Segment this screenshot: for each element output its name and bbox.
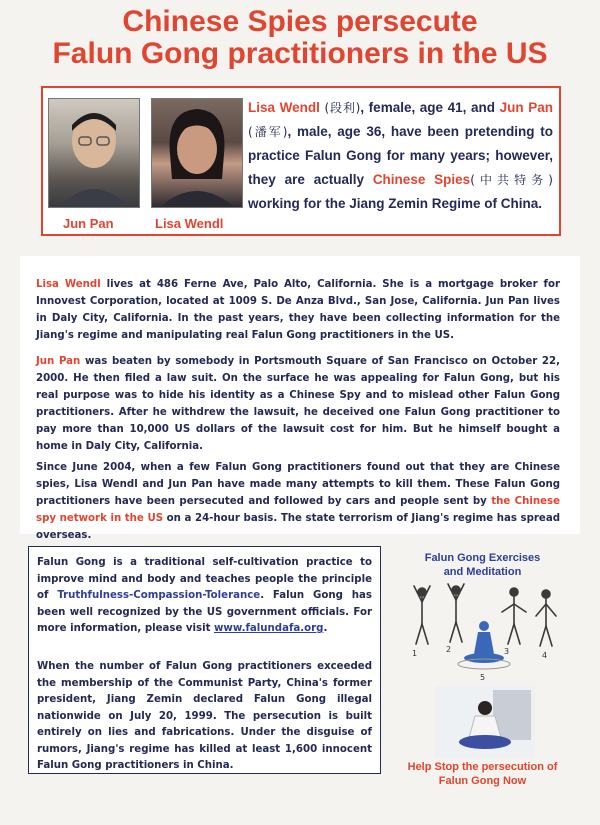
header-desc-end: working for the Jiang Zemin Regime of China.: [248, 196, 543, 211]
paragraph-3-red: the Chinese spy network in the US: [36, 496, 560, 524]
info-box: [28, 546, 381, 774]
paragraph-2: [36, 353, 560, 455]
exercises-title-line-2: and Meditation: [443, 566, 522, 578]
info-principle: Truthfulness-Compassion-Tolerance: [57, 590, 261, 601]
name-lisa-cn: (段利): [324, 101, 361, 115]
header-desc-2: , male, age 36, have been pretending to practice Falun Gong for many years; however, they are actually: [248, 124, 553, 187]
chinese-spies-cn: (中共特务): [470, 173, 553, 187]
exercise-number-2: 2: [446, 645, 452, 654]
info-paragraph-1: [37, 555, 372, 638]
name-jun-cn: (潘军): [248, 125, 288, 139]
exercise-number-5: 5: [480, 673, 486, 682]
paragraph-1-name: Lisa Wendl: [36, 279, 101, 290]
header-box: [41, 86, 561, 236]
info-end: .: [323, 623, 328, 634]
portrait-icon: [49, 99, 139, 207]
caption-lisa-wendl: Lisa Wendl: [155, 216, 224, 231]
cta-line-1: Help Stop the persecution of: [407, 761, 558, 773]
exercises-title-line-1: Falun Gong Exercises: [424, 552, 541, 564]
paragraph-1: [36, 276, 560, 344]
info-text-1: is a traditional self-cultivation practice to improve mind and body and teaches people the principle of: [37, 557, 373, 601]
exercise-number-1: 1: [412, 649, 418, 658]
caption-jun-pan: Jun Pan: [63, 216, 114, 231]
cta-line-2: Falun Gong Now: [438, 775, 527, 787]
info-text-2: . Falun Gong has been well recognized by the US government officials. For more information, please visit: [37, 590, 373, 634]
cta-text: [390, 760, 575, 788]
meditation-photo-icon: [435, 686, 535, 758]
paragraph-3-text: Since June 2004, when a few Falun Gong practitioners found out that they are Chinese spies, Lisa Wendl and Jun Pan have made many attempts to kill them. These Falun Gong practitioners have been persecuted and followed by cars and people sent by: [36, 462, 560, 507]
paragraph-1-text: lives at 486 Ferne Ave, Palo Alto, California. She is a mortgage broker for Innovest Corporation, located at 1009 S. De Anza Blvd., San Jose, California. Jun Pan lives in Daly City, California. In the past years, they have been collecting information for the Jiang's regime and manipulating real Falun Gong practitioners in the US.: [36, 279, 560, 341]
title-line-2: Falun Gong practitioners in the US: [52, 37, 548, 70]
paragraph-2-name: Jun Pan: [36, 356, 81, 367]
exercise-number-3: 3: [504, 647, 510, 656]
exercises-title: [390, 551, 575, 579]
header-desc-1: , female, age 41, and: [360, 100, 496, 115]
exercise-number-4: 4: [542, 651, 548, 660]
header-text: [248, 96, 553, 216]
chinese-spies-label: Chinese Spies: [372, 172, 471, 187]
paragraph-2-text: was beaten by somebody in Portsmouth Square of San Francisco on October 22, 2000. He then filed a law suit. On the surface he was appealing for Falun Gong, but his real purpose was to hide his identity as a Chinese Spy and to mislead other Falun Gong practitioners. After he withdrew the lawsuit, he deceived one Falun Gong practitioner to pay more than 10,000 US dollars of the lawsuit cost for him. But he himself bought a home in Daly City, California.: [36, 356, 560, 452]
paragraph-3-end: on a 24-hour basis. The state terrorism of Jiang's regime has spread overseas.: [36, 513, 560, 541]
photo-lisa-wendl: [151, 98, 243, 208]
exercise-figures-icon: [408, 582, 560, 686]
portrait-icon: [152, 99, 242, 207]
paragraph-3: [36, 459, 560, 544]
info-paragraph-2: When the number of Falun Gong practitioners exceeded the membership of the Communist Party, China's former president, Jiang Zemin declared Falun Gong illegal nationwide on July 20, 1999. The persecution is built entirely on lies and fabrications. Under the disguise of rumors, Jiang's regime has killed at least 1,600 innocent Falun Gong practitioners in China.: [37, 661, 372, 771]
info-lead: Falun Gong: [37, 557, 106, 568]
title-line-1: Chinese Spies persecute: [122, 5, 478, 38]
falundafa-link[interactable]: www.falundafa.org: [214, 623, 324, 634]
photo-jun-pan: [48, 98, 140, 208]
page-title: [0, 6, 600, 70]
name-jun-pan: Jun Pan: [499, 100, 553, 115]
name-lisa-wendl: Lisa Wendl: [248, 100, 320, 115]
